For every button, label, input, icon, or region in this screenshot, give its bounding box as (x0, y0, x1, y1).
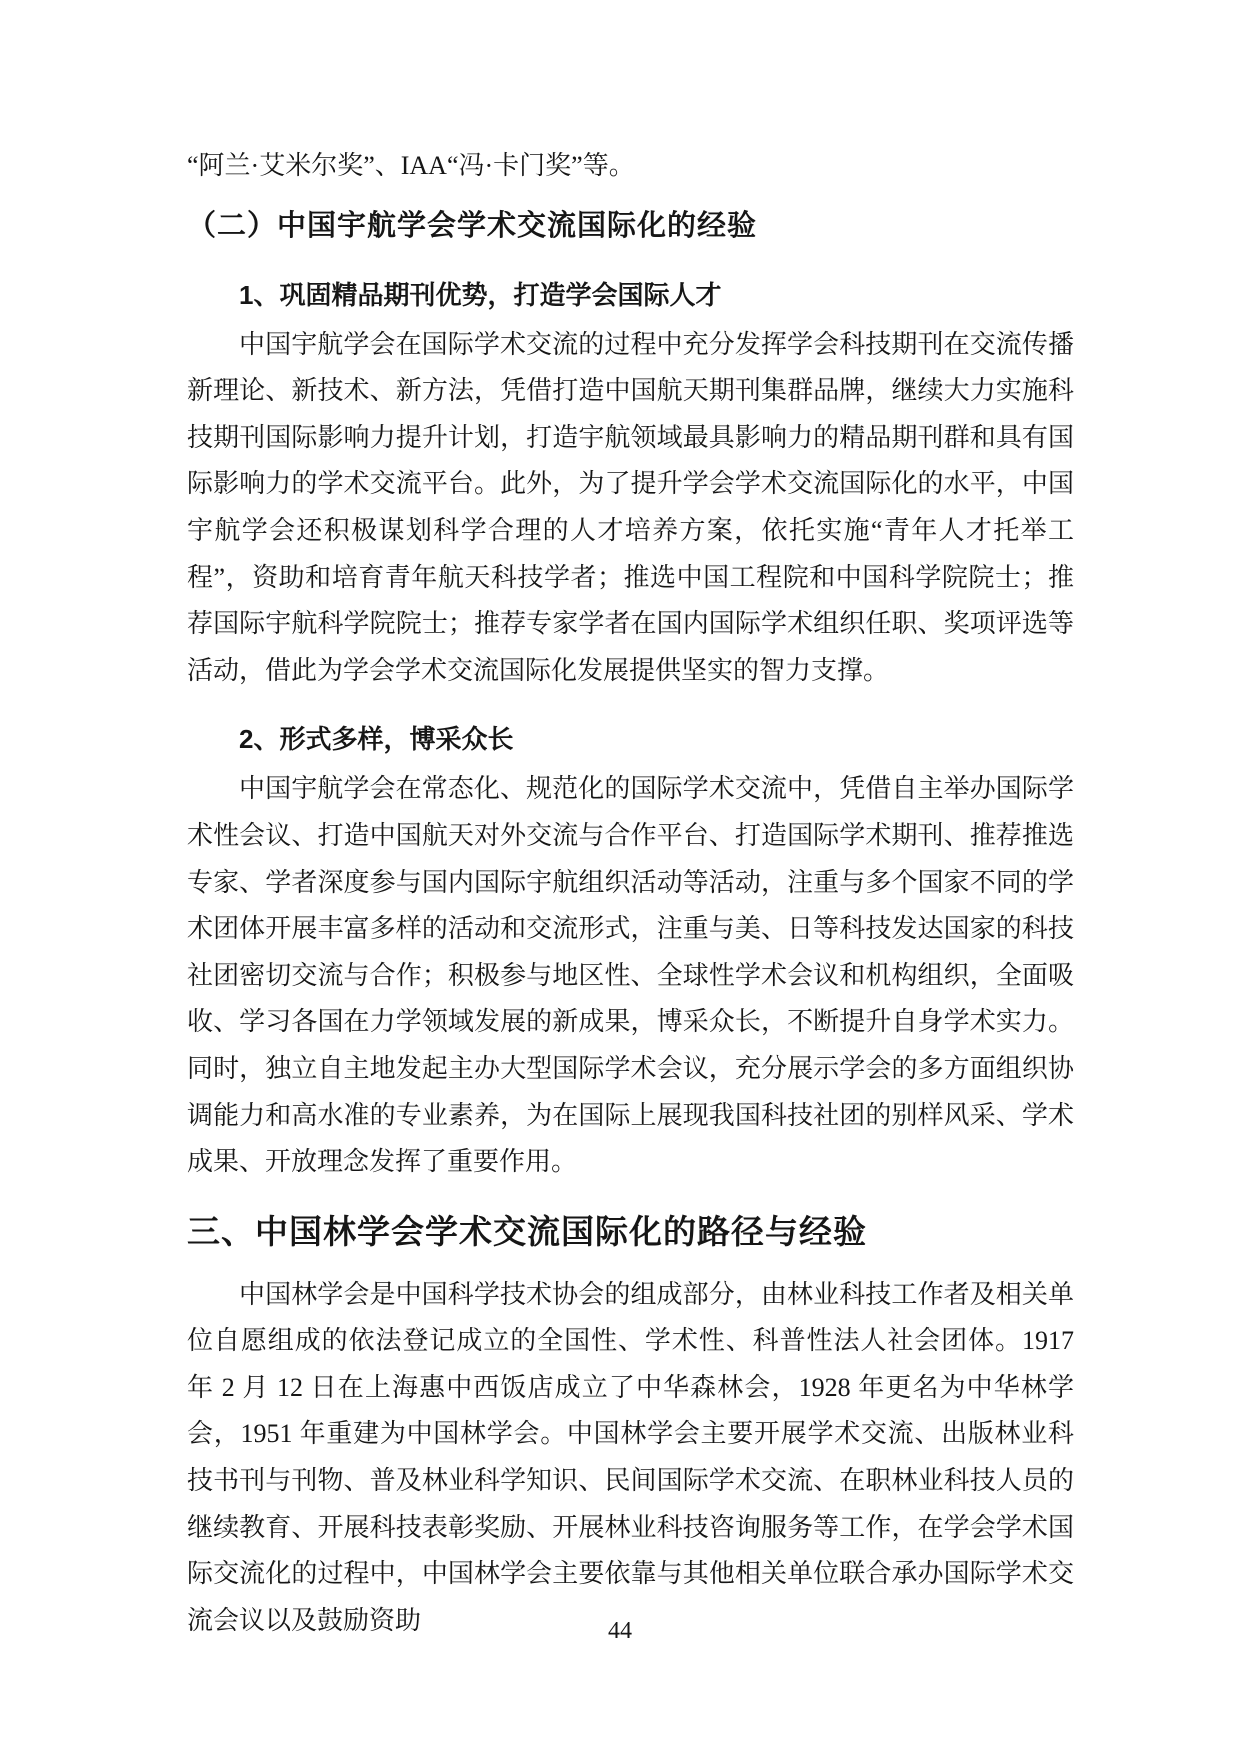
heading-section-2-astronautics-experience: （二）中国宇航学会学术交流国际化的经验 (187, 209, 758, 242)
subheading-2-diverse-forms: 2、形式多样，博采众长 (239, 724, 514, 755)
paragraph-continuation-awards: “阿兰·艾米尔奖”、IAA“冯·卡门奖”等。 (187, 151, 635, 180)
page-number: 44 (608, 1618, 632, 1644)
paragraph-journals-talent: 中国宇航学会在国际学术交流的过程中充分发挥学会科技期刊在交流传播新理论、新技术、新方法，凭借打造中国航天期刊集群品牌，继续大力实施科技期刊国际影响力提升计划，打造宇航领域最具影响力的精品期刊群和具有国际影响力的学术交流平台。此外，为了提升学会学术交流国际化的水平，中国宇航学会还积极谋划科学合理的人才培养方案，依托实施“青年人才托举工程”，资助和培育青年航天科技学者；推选中国工程院和中国科学院院士；推荐国际宇航科学院院士；推荐专家学者在国内国际学术组织任职、奖项评选等活动，借此为学会学术交流国际化发展提供坚实的智力支撑。 (187, 329, 1074, 685)
subheading-1-journals-talent: 1、巩固精品期刊优势，打造学会国际人才 (239, 279, 722, 310)
paragraph-diverse-forms: 中国宇航学会在常态化、规范化的国际学术交流中，凭借自主举办国际学术性会议、打造中国航天对外交流与合作平台、打造国际学术期刊、推荐推选专家、学者深度参与国内国际宇航组织活动等活动，注重与多个国家不同的学术团体开展丰富多样的活动和交流形式，注重与美、日等科技发达国家的科技社团密切交流与合作；积极参与地区性、全球性学术会议和机构组织，全面吸收、学习各国在力学领域发展的新成果，博采众长，不断提升自身学术实力。同时，独立自主地发起主办大型国际学术会议，充分展示学会的多方面组织协调能力和高水准的专业素养，为在国际上展现我国科技社团的别样风采、学术成果、开放理念发挥了重要作用。 (187, 774, 1074, 1177)
heading-section-3-forestry-society: 三、中国林学会学术交流国际化的路径与经验 (187, 1212, 867, 1250)
paragraph-forestry-society: 中国林学会是中国科学技术协会的组成部分，由林业科技工作者及相关单位自愿组成的依法登记成立的全国性、学术性、科普性法人社会团体。1917 年 2 月 12 日在上海惠中西饭店成立了中华森林会，1928 年更名为中华林学会，1951 年重建为中国林学会。中国林学会主要开展学术交流、出版林业科技书刊与刊物、普及林业科学知识、民间国际学术交流、在职林业科技人员的继续教育、开展科技表彰奖励、开展林业科技咨询服务等工作，在学会学术国际交流化的过程中，中国林学会主要依靠与其他相关单位联合承办国际学术交流会议以及鼓励资助 (187, 1279, 1074, 1635)
document-content (187, 143, 1074, 1644)
